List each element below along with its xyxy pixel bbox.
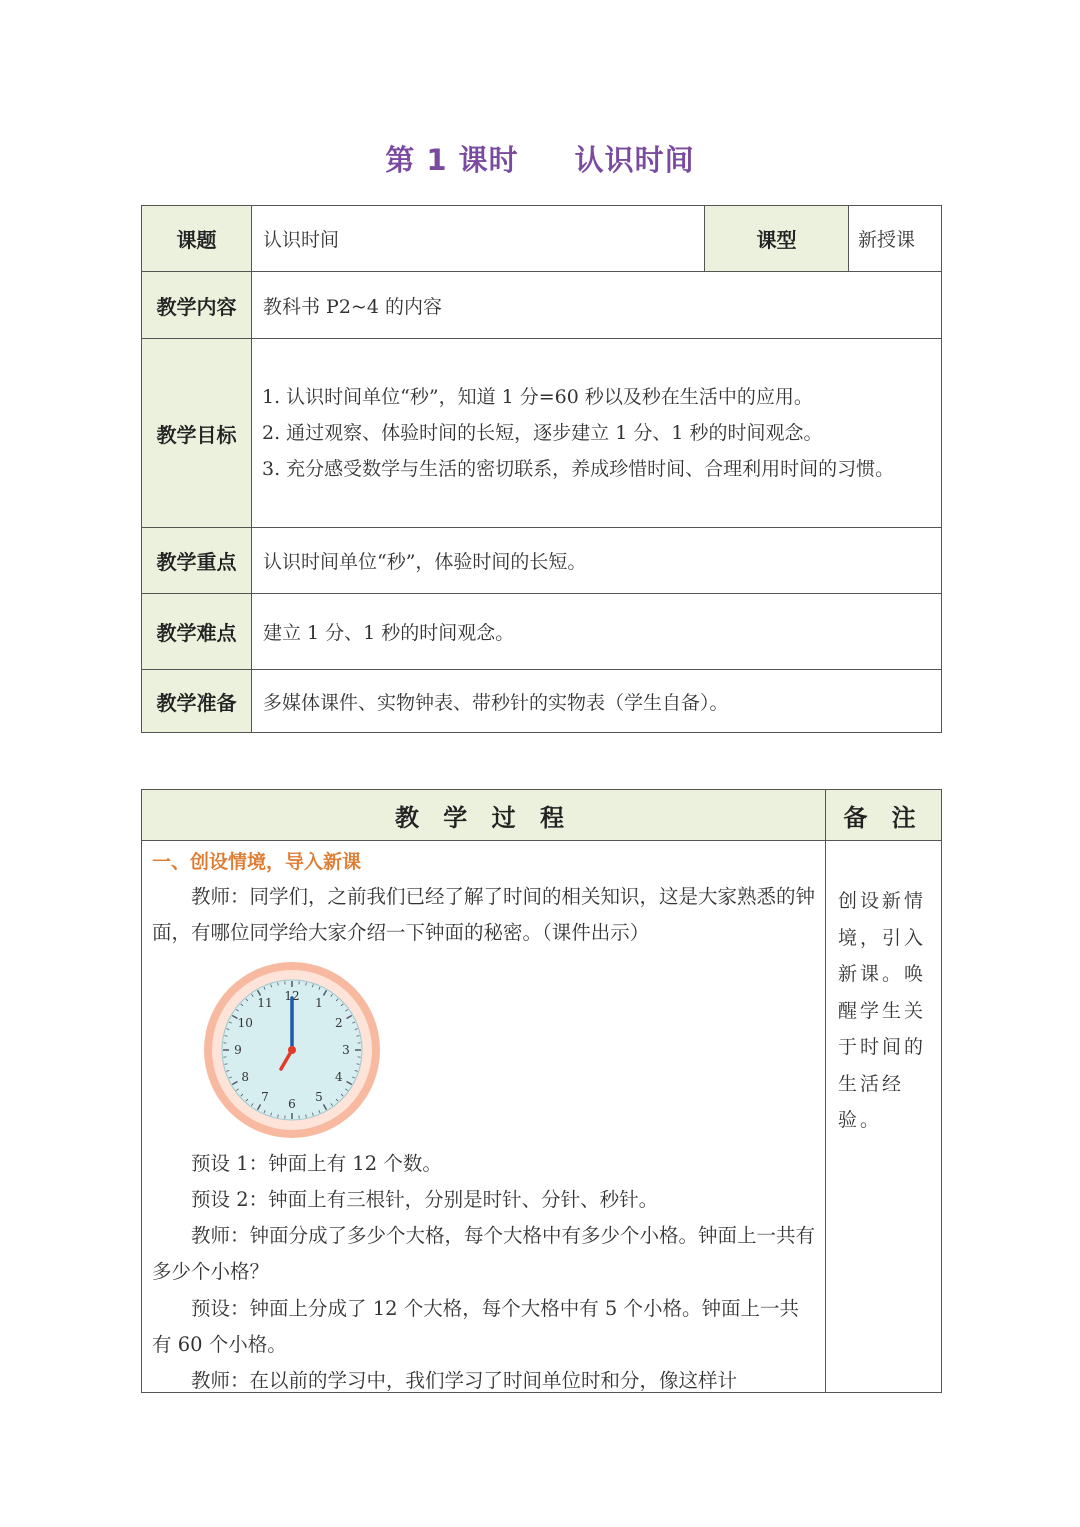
clock-number: 7 <box>261 1089 269 1104</box>
goal-item: 2. 通过观察、体验时间的长短，逐步建立 1 分、1 秒的时间观念。 <box>262 422 823 444</box>
topic-value: 认识时间 <box>252 206 705 272</box>
goals-list <box>252 339 942 528</box>
clock-number: 4 <box>334 1069 343 1084</box>
type-value: 新授课 <box>849 206 942 272</box>
row-difficulty <box>142 594 942 670</box>
row-goals <box>142 339 942 528</box>
type-label: 课型 <box>705 206 849 272</box>
teaching-process-table <box>141 789 942 1393</box>
lesson-topic: 认识时间 <box>574 143 695 177</box>
row-key-points <box>142 528 942 594</box>
clock-number: 1 <box>315 995 323 1010</box>
clock-center <box>288 1046 296 1054</box>
note-text: 创设新情境，引入新课。唤醒学生关于时间的生活经验。 <box>826 841 942 1393</box>
clock-number: 8 <box>241 1069 250 1084</box>
paragraph: 预设：钟面上分成了 12 个大格，每个大格中有 5 个小格。钟面上一共有 60 个小格。 <box>152 1296 800 1357</box>
row-preparation <box>142 670 942 733</box>
prep-value: 多媒体课件、实物钟表、带秒针的实物表（学生自备）。 <box>252 670 942 733</box>
clock-number: 5 <box>315 1089 323 1104</box>
page-title <box>0 138 1080 179</box>
clock-number: 9 <box>234 1042 242 1057</box>
key-label: 教学重点 <box>142 528 252 594</box>
difficulty-value: 建立 1 分、1 秒的时间观念。 <box>252 594 942 670</box>
content-label: 教学内容 <box>142 272 252 339</box>
lesson-number: 第 1 课时 <box>385 143 519 177</box>
content-value: 教科书 P2~4 的内容 <box>252 272 942 339</box>
process-header: 教 学 过 程 <box>142 790 826 841</box>
clock-number: 11 <box>257 995 273 1010</box>
paragraph: 教师：钟面分成了多少个大格，每个大格中有多少个小格。钟面上一共有多少个小格？ <box>152 1224 816 1284</box>
clock-number: 12 <box>284 988 300 1003</box>
section-title: 一、创设情境，导入新课 <box>152 851 362 873</box>
process-body <box>142 841 826 1393</box>
row-content <box>142 272 942 339</box>
paragraph: 教师：在以前的学习中，我们学习了时间单位时和分，像这样计 <box>191 1369 738 1392</box>
prep-label: 教学准备 <box>142 670 252 733</box>
row-topic <box>142 206 942 272</box>
paragraph: 预设 2：钟面上有三根针，分别是时针、分针、秒针。 <box>191 1187 659 1211</box>
paragraph: 预设 1：钟面上有 12 个数。 <box>191 1151 442 1175</box>
topic-label: 课题 <box>142 206 252 272</box>
paragraph: 教师：同学们，之前我们已经了解了时间的相关知识，这是大家熟悉的钟面，有哪位同学给大家介绍一下钟面的秘密。（课件出示） <box>152 885 816 945</box>
clock-number: 10 <box>237 1015 253 1030</box>
goals-label: 教学目标 <box>142 339 252 528</box>
clock-number: 6 <box>288 1096 296 1111</box>
goal-item: 1. 认识时间单位“秒”，知道 1 分=60 秒以及秒在生活中的应用。 <box>262 386 813 408</box>
note-header: 备 注 <box>826 790 942 841</box>
difficulty-label: 教学难点 <box>142 594 252 670</box>
key-value: 认识时间单位“秒”，体验时间的长短。 <box>252 528 942 594</box>
clock-number: 3 <box>342 1042 350 1057</box>
lesson-info-table <box>141 205 942 733</box>
clock-illustration <box>202 960 382 1140</box>
clock-number: 2 <box>334 1015 343 1030</box>
goal-item: 3. 充分感受数学与生活的密切联系，养成珍惜时间、合理利用时间的习惯。 <box>262 458 895 480</box>
